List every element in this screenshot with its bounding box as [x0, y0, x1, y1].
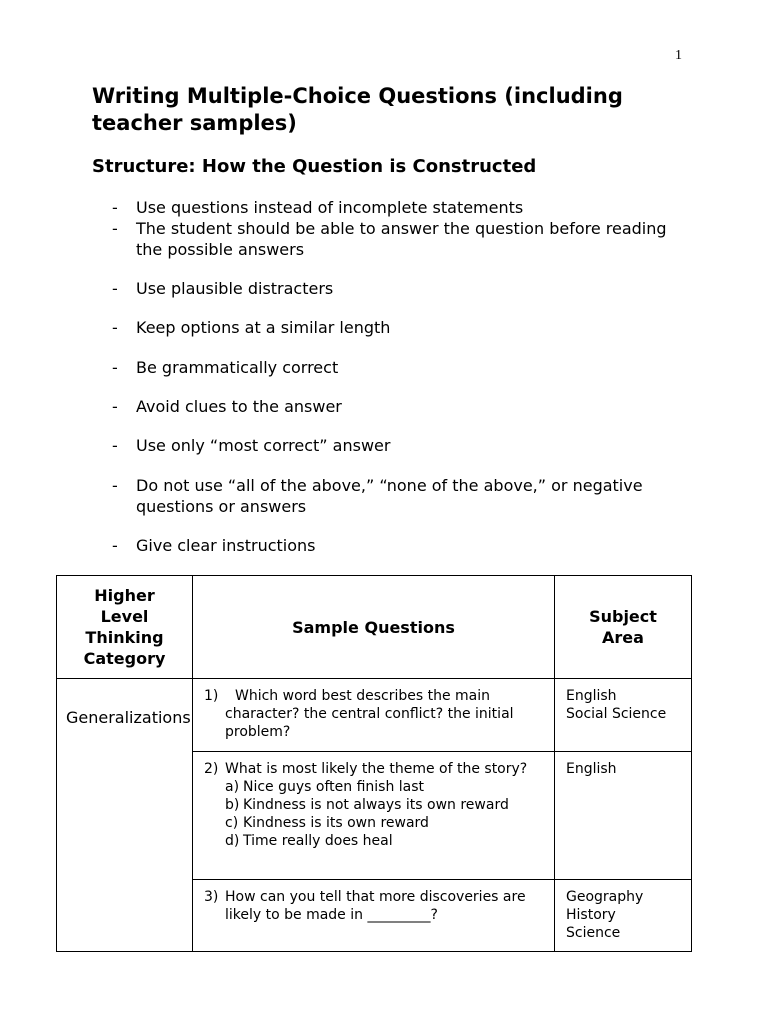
bullet-dash: - — [112, 476, 118, 495]
bullet-text: Use questions instead of incomplete statements — [136, 198, 524, 217]
bullet-text: The student should be able to answer the question before reading the possible answers — [136, 219, 667, 259]
option-letter: c) — [225, 815, 239, 831]
bullet-item — [112, 535, 672, 556]
bullet-dash: - — [112, 198, 118, 217]
sample-questions-table — [56, 575, 692, 952]
bullet-item — [112, 278, 672, 299]
bullet-item — [112, 475, 672, 517]
option-text: Kindness is not always its own reward — [243, 797, 509, 813]
table-header-row — [57, 576, 692, 679]
option-letter: a) — [225, 779, 240, 795]
bullet-text: Keep options at a similar length — [136, 318, 391, 337]
answer-option — [204, 796, 546, 814]
bullet-text: Be grammatically correct — [136, 358, 339, 377]
question-text: What is most likely the theme of the story? — [225, 761, 528, 777]
bullet-item — [112, 435, 672, 456]
question-text: How can you tell that more discoveries are likely to be made in _________? — [225, 889, 526, 923]
subject-item: History — [566, 907, 616, 923]
header-category-label: Higher Level Thinking Category — [83, 586, 166, 668]
answer-option — [204, 832, 546, 850]
document-title: Writing Multiple-Choice Questions (including teacher samples) — [92, 84, 623, 135]
answer-option — [204, 814, 546, 832]
bullet-dash: - — [112, 219, 118, 238]
question-number: 3) — [204, 889, 219, 905]
bullet-dash: - — [112, 279, 118, 298]
question-cell — [193, 880, 555, 952]
bullet-dash: - — [112, 397, 118, 416]
subject-item: Social Science — [566, 706, 667, 722]
header-questions-label: Sample Questions — [292, 617, 455, 637]
answer-option — [204, 778, 546, 796]
header-questions — [193, 576, 555, 679]
question-cell — [193, 679, 555, 752]
table-row — [57, 679, 692, 752]
option-letter: b) — [225, 797, 240, 813]
bullet-text: Use only “most correct” answer — [136, 436, 391, 455]
bullet-item — [112, 317, 672, 338]
bullet-dash: - — [112, 536, 118, 555]
subject-cell — [555, 880, 692, 952]
page-number: 1 — [675, 48, 682, 63]
bullet-text: Use plausible distracters — [136, 279, 334, 298]
bullet-dash: - — [112, 358, 118, 377]
bullet-dash: - — [112, 436, 118, 455]
header-subject — [555, 576, 692, 679]
option-text: Time really does heal — [243, 833, 393, 849]
bullet-dash: - — [112, 318, 118, 337]
category-label: Generalizations — [66, 708, 191, 727]
section-heading: Structure: How the Question is Constructed — [92, 156, 537, 177]
category-cell — [57, 679, 193, 952]
question-text — [225, 687, 546, 741]
bullet-item — [112, 357, 672, 378]
subject-item: Science — [566, 925, 621, 941]
subject-cell — [555, 752, 692, 880]
question-cell — [193, 752, 555, 880]
bullet-text: Give clear instructions — [136, 536, 316, 555]
option-text: Kindness is its own reward — [243, 815, 429, 831]
question-text-content: Which word best describes the main character? the central conflict? the initial problem? — [225, 688, 514, 740]
bullet-item — [112, 396, 672, 417]
header-category — [57, 576, 193, 679]
subject-item: English — [566, 688, 617, 704]
bullet-text: Do not use “all of the above,” “none of the above,” or negative questions or answers — [136, 476, 643, 516]
bullet-item — [112, 218, 672, 260]
bullet-text: Avoid clues to the answer — [136, 397, 342, 416]
option-text: Nice guys often finish last — [243, 779, 425, 795]
bullet-item — [112, 197, 672, 218]
header-subject-label: Subject Area — [589, 607, 657, 647]
subject-item: English — [566, 761, 617, 777]
option-letter: d) — [225, 833, 240, 849]
question-number: 2) — [204, 761, 219, 777]
question-number: 1) — [204, 688, 219, 704]
subject-item: Geography — [566, 889, 644, 905]
subject-cell — [555, 679, 692, 752]
